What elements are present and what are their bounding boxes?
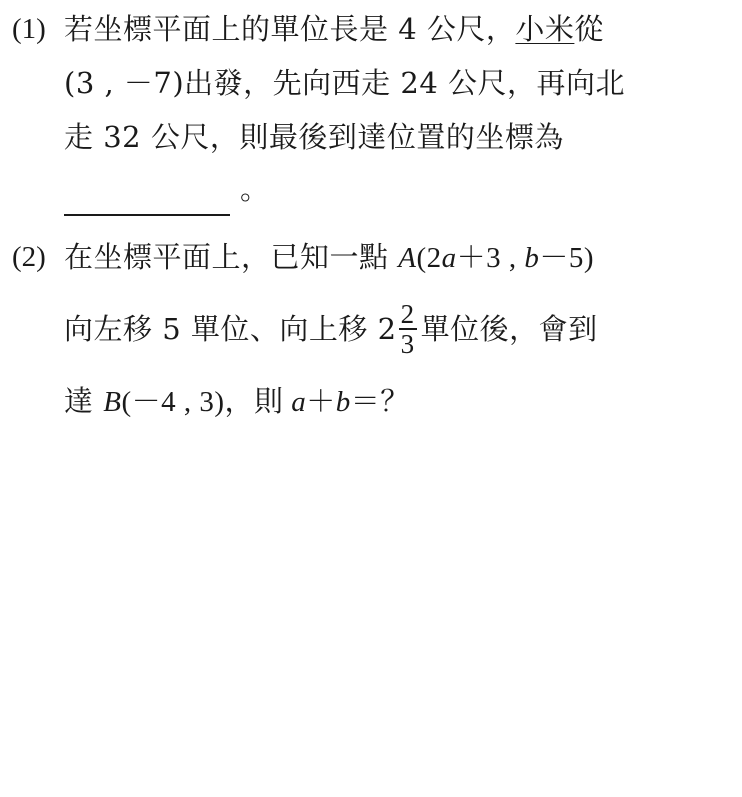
coord-open: (2 xyxy=(416,242,442,274)
answer-blank xyxy=(64,180,230,216)
problem-1-line-2: (3 , －7)出發，先向西走 24 公尺，再向北 xyxy=(64,66,626,100)
problem-2-line-3 xyxy=(64,374,410,429)
problem-1-text: 從 xyxy=(574,12,604,46)
problem-2-line-1 xyxy=(64,230,594,285)
var-b: b xyxy=(524,242,540,274)
problem-2-line-2 xyxy=(64,299,598,360)
point-b-label: B xyxy=(103,386,122,418)
point-a-label: A xyxy=(398,242,417,274)
problem-2-text: (－4 , 3)，則 xyxy=(121,386,292,418)
mixed-fraction xyxy=(399,300,417,358)
problem-2-text: 向左移 5 單位、向上移 2 xyxy=(64,312,397,346)
problem-1-number: (1) xyxy=(12,13,46,45)
problem-2-text: 單位後，會到 xyxy=(420,312,598,346)
var-a: a xyxy=(441,242,457,274)
problem-1-text: 若坐標平面上的單位長是 4 公尺， xyxy=(64,12,516,46)
var-b: b xyxy=(335,386,351,418)
person-name-underlined: 小米 xyxy=(515,12,575,46)
fraction-denominator: 3 xyxy=(400,329,415,359)
problem-2-text: 在坐標平面上，已知一點 xyxy=(64,240,399,274)
fraction-numerator: 2 xyxy=(400,299,415,329)
problem-1-line-4 xyxy=(64,162,270,216)
coord-middle: ＋3 , xyxy=(456,242,525,274)
coord-close: －5) xyxy=(539,242,595,274)
problem-1-line-3: 走 32 公尺，則最後到達位置的坐標為 xyxy=(64,120,564,154)
problem-2-number: (2) xyxy=(12,241,46,273)
equals-question: ＝？ xyxy=(350,386,410,418)
problem-1-line-1 xyxy=(64,2,604,56)
var-a: a xyxy=(291,386,307,418)
plus-sign: ＋ xyxy=(306,386,336,418)
problem-2-text: 達 xyxy=(64,384,104,418)
period: 。 xyxy=(240,172,270,206)
